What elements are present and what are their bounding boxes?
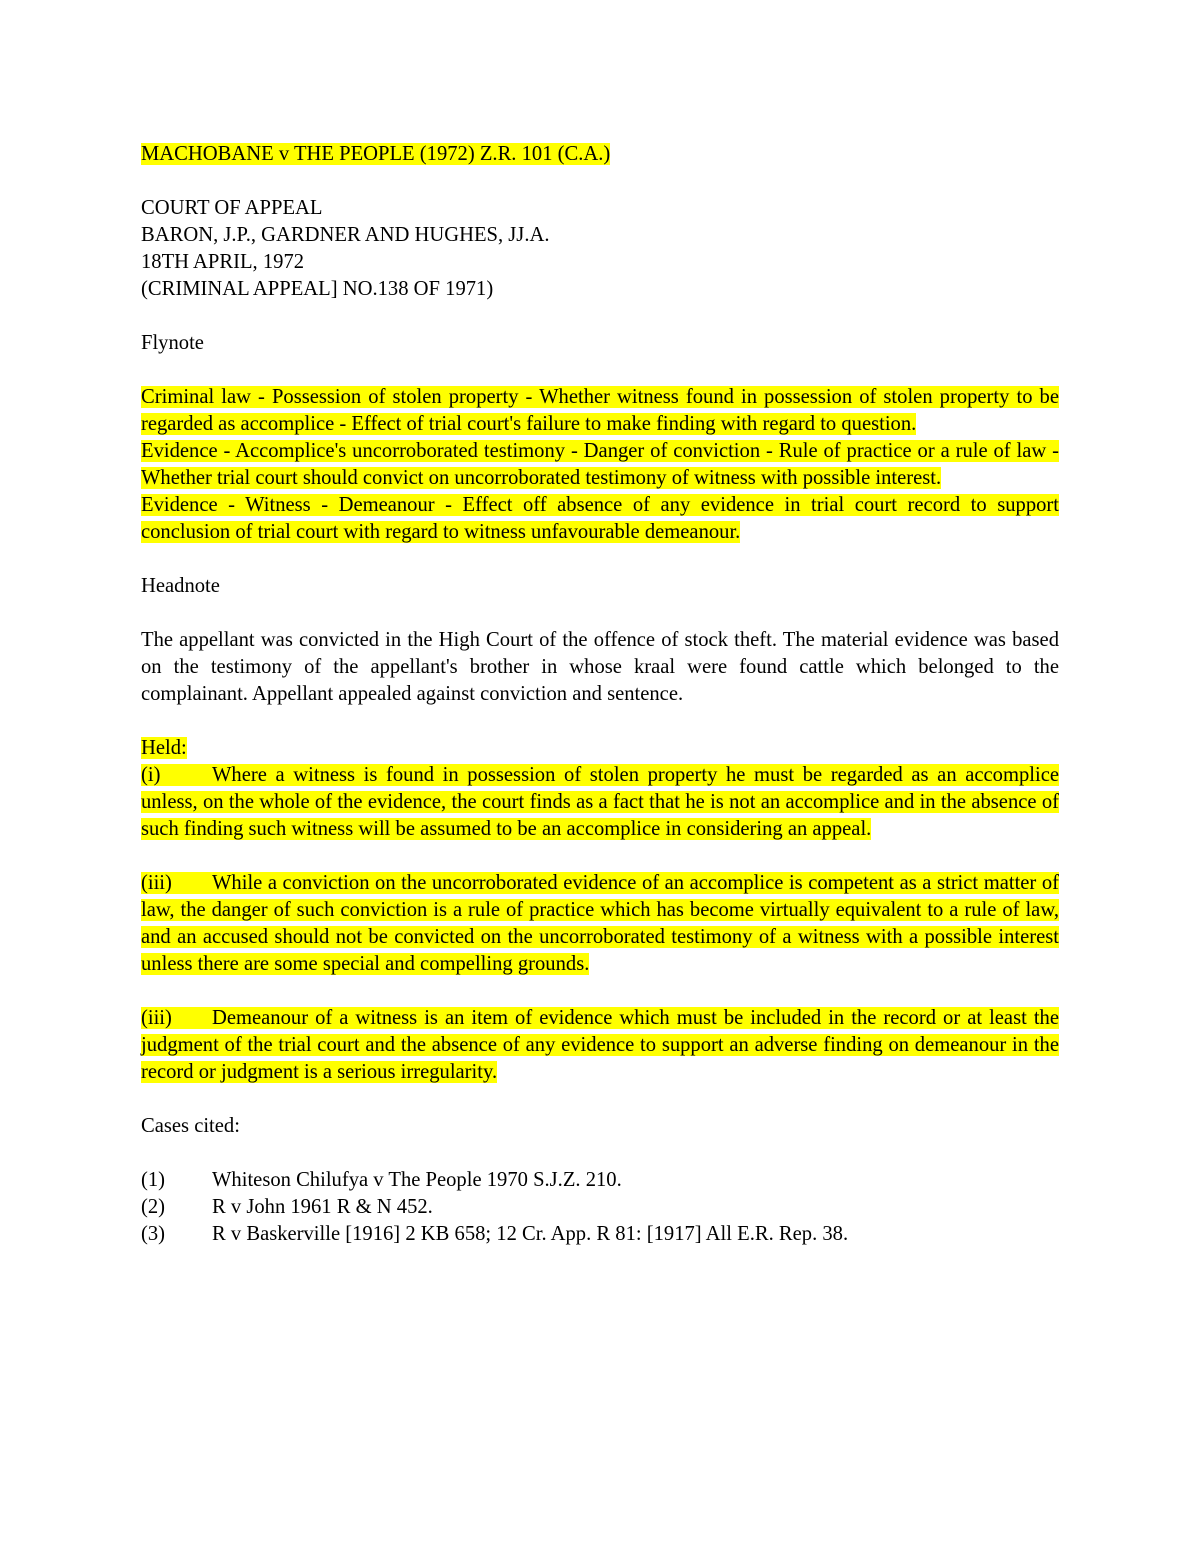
cases-heading: Cases cited: — [141, 1115, 240, 1137]
case-citation — [141, 1194, 1059, 1221]
case-text: Whiteson Chilufya v The People 1970 S.J.Z. 210. — [212, 1169, 622, 1191]
case-citation — [141, 1167, 1059, 1194]
spacer — [141, 708, 1059, 735]
judgment-date: 18TH APRIL, 1972 — [141, 251, 305, 273]
flynote-heading: Flynote — [141, 332, 204, 354]
held-heading-text: Held: — [141, 737, 187, 759]
document-page — [141, 141, 1059, 1248]
held-item — [141, 1005, 1059, 1086]
flynote-body — [141, 384, 1059, 546]
held-item — [141, 870, 1059, 978]
spacer — [141, 303, 1059, 330]
case-text: R v Baskerville [1916] 2 KB 658; 12 Cr. App. R 81: [1917] All E.R. Rep. 38. — [212, 1223, 849, 1245]
case-title — [141, 141, 1059, 168]
held-item-text: While a conviction on the uncorroborated evidence of an accomplice is competent as a strict matter of law, the danger of such conviction is a rule of practice which has become virtually equivalent to a rule of law, and an accused should not be convicted on the uncorroborated testimony of a witness with a possible interest unless there are some special and compelling grounds. — [141, 872, 1059, 975]
spacer — [141, 168, 1059, 195]
spacer — [141, 1086, 1059, 1113]
spacer — [141, 843, 1059, 870]
case-text: R v John 1961 R & N 452. — [212, 1196, 433, 1218]
court-name: COURT OF APPEAL — [141, 197, 323, 219]
held-item-number: (iii) — [141, 1007, 172, 1029]
held-item-text: Where a witness is found in possession of stolen property he must be regarded as an accomplice unless, on the whole of the evidence, the court finds as a fact that he is not an accomplice and in the absence of such finding such witness will be assumed to be an accomplice in considering an appeal. — [141, 764, 1059, 840]
held-item-number: (i) — [141, 764, 161, 786]
headnote-text: The appellant was convicted in the High Court of the offence of stock theft. The material evidence was based on the testimony of the appellant's brother in whose kraal were found cattle which belonged to the complainant. Appellant appealed against conviction and sentence. — [141, 629, 1059, 705]
flynote-item — [141, 384, 1059, 438]
flynote-item — [141, 438, 1059, 492]
case-number: (2) — [141, 1196, 166, 1218]
held-item-highlight — [141, 872, 1059, 975]
held-item-highlight — [141, 764, 1059, 840]
appeal-number: (CRIMINAL APPEAL] NO.138 OF 1971) — [141, 278, 494, 300]
spacer — [141, 1140, 1059, 1167]
spacer — [141, 600, 1059, 627]
spacer — [141, 978, 1059, 1005]
case-number: (3) — [141, 1223, 166, 1245]
held-item-highlight — [141, 1007, 1059, 1083]
case-title-text: MACHOBANE v THE PEOPLE (1972) Z.R. 101 (C.A.) — [141, 143, 611, 165]
held-heading — [141, 735, 1059, 762]
headnote-heading: Headnote — [141, 575, 220, 597]
flynote-item-text: Criminal law - Possession of stolen property - Whether witness found in possession of stolen property to be regarded as accomplice - Effect of trial court's failure to make finding with regard to question. — [141, 386, 1059, 435]
flynote-item-text: Evidence - Accomplice's uncorroborated testimony - Danger of conviction - Rule of practice or a rule of law - Whether trial court should convict on uncorroborated testimony of witness with possible interest. — [141, 440, 1059, 489]
held-item — [141, 762, 1059, 843]
judges: BARON, J.P., GARDNER AND HUGHES, JJ.A. — [141, 224, 550, 246]
held-item-text: Demeanour of a witness is an item of evidence which must be included in the record or at least the judgment of the trial court and the absence of any evidence to support an adverse finding on demeanour in the record or judgment is a serious irregularity. — [141, 1007, 1059, 1083]
spacer — [141, 546, 1059, 573]
held-item-number: (iii) — [141, 872, 172, 894]
case-number: (1) — [141, 1169, 166, 1191]
spacer — [141, 357, 1059, 384]
flynote-item — [141, 492, 1059, 546]
flynote-item-text: Evidence - Witness - Demeanour - Effect off absence of any evidence in trial court record to support conclusion of trial court with regard to witness unfavourable demeanour. — [141, 494, 1059, 543]
case-citation — [141, 1221, 1059, 1248]
